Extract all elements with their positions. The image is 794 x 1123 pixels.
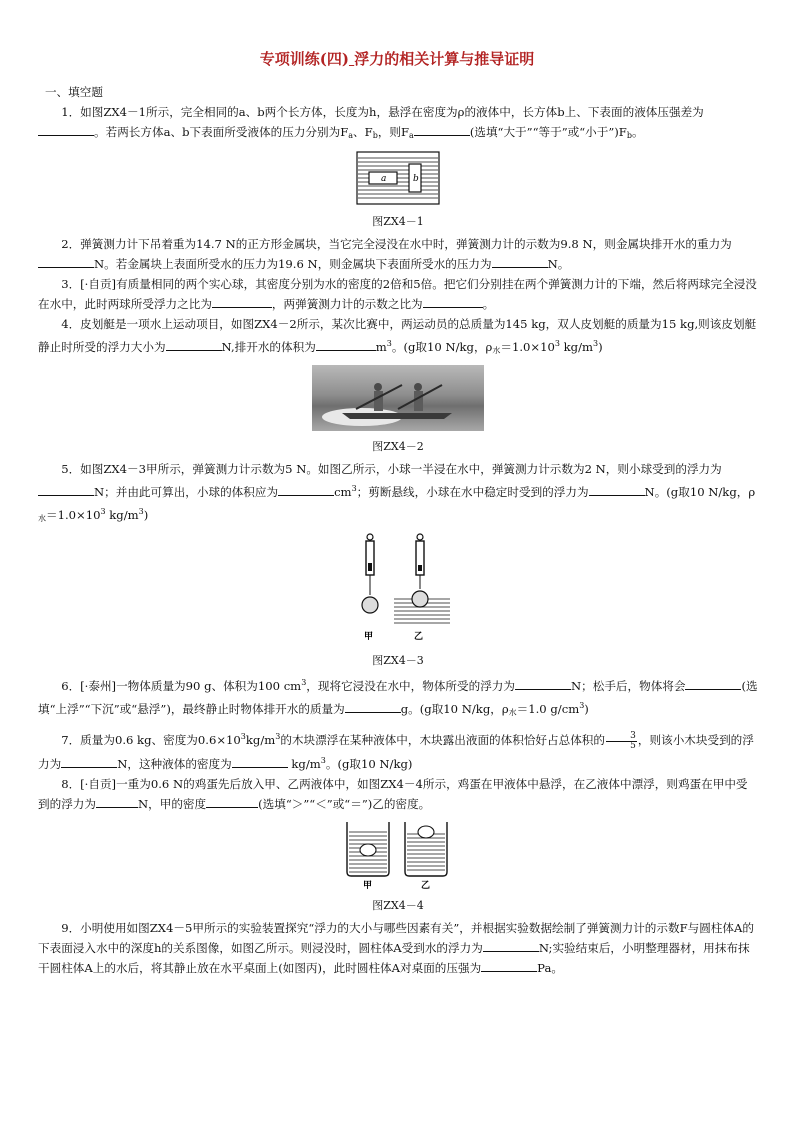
answer-blank[interactable] — [515, 676, 571, 690]
answer-blank[interactable] — [483, 938, 539, 952]
page-title: 专项训练(四) 浮力的相关计算与推导证明 — [259, 50, 535, 68]
answer-blank[interactable] — [166, 337, 222, 351]
egg-jia — [360, 844, 376, 856]
figure-zx4-1 — [38, 150, 758, 212]
answer-blank[interactable] — [96, 794, 138, 808]
question-4: 4．皮划艇是一项水上运动项目，如图ZX4－2所示，某次比赛中，两运动员的总质量为145 kg，双人皮划艇的质量为15 kg,则该皮划艇静止时所受的浮力大小为 N,排开水的体积为 $m^3$。(g取10 N/kg，$\rho_水=1.0\times 10^3$ $kg/m^3$) — [38, 317, 757, 355]
beaker-diagram — [339, 818, 457, 890]
answer-blank[interactable] — [212, 294, 272, 308]
label-yi: 乙 — [414, 632, 424, 642]
question-1: 1．如图ZX4－1所示，完全相同的a、b两个长方体，长度为h，悬浮在密度为ρ的液体中，长方体b上、下表面的液体压强差为。若两长方体a、b下表面所受液体的压力分别为$F_a$、$F_b$，则$F_a$ (选填“大于”“等于”或“小于$”)F_b$。 — [38, 102, 758, 146]
question-9: 9．小明使用如图ZX4－5甲所示的实验装置探究“浮力的大小与哪些因素有关”，并根据实验数据绘制了弹簧测力计的示数F与圆柱体A的下表面浸入水中的深度h的关系图像，如图乙所示。则浸没时，圆柱体A受到水的浮力为 N;实验结束后，小明整理器材，用抹布抹干圆柱体A上的水后，将其静止放在水平桌面上(如图丙)，此时圆柱体A对桌面的压强为 Pa。 — [38, 920, 754, 975]
answer-blank[interactable] — [61, 754, 117, 768]
answer-blank[interactable] — [414, 122, 470, 136]
figure-caption: 图ZX4－3 — [372, 654, 424, 667]
answer-blank[interactable] — [481, 958, 537, 972]
answer-blank[interactable] — [38, 254, 94, 268]
answer-blank[interactable] — [316, 337, 376, 351]
athlete-1 — [374, 391, 383, 411]
question-5: 5．如图ZX4－3甲所示，弹簧测力计示数为5 N。如图乙所示，小球一半浸在水中，弹簧测力计示数为2 N，则小球受到的浮力为N；并由此可算出，小球的体积应为 $cm^3$；剪断悬线，小球在水中稳定时受到的浮力为 N。(g取10 N/kg，$\rho_水=1.0\times 10^3$ $kg/m^3$) — [38, 462, 756, 523]
fraction-three-fifths: $\frac{3}{5}$ — [606, 732, 637, 751]
kayak-photo — [312, 365, 484, 431]
answer-blank[interactable] — [345, 699, 401, 713]
block-b-label: b — [413, 174, 419, 184]
figure-zx4-2 — [38, 365, 758, 437]
ball-right — [412, 591, 428, 607]
kayak-illustration — [312, 365, 484, 431]
question-content — [38, 82, 758, 978]
figure-caption: 图ZX4－4 — [372, 898, 424, 912]
answer-blank[interactable] — [589, 482, 645, 496]
answer-blank[interactable] — [278, 482, 334, 496]
figure-caption: 图ZX4－2 — [372, 440, 424, 453]
label-yi: 乙 — [421, 880, 431, 890]
ball-left — [362, 597, 378, 613]
answer-blank[interactable] — [38, 482, 94, 496]
question-3: 3．[·自贡]有质量相同的两个实心球，其密度分别为水的密度的2倍和5倍。把它们分别挂在两个弹簧测力计的下端，然后将两球完全浸没在水中，此时两球所受浮力之比为 ，两弹簧测力计的示数之比为 。 — [38, 277, 757, 311]
egg-yi — [418, 826, 434, 838]
answer-blank[interactable] — [423, 294, 483, 308]
answer-blank[interactable] — [492, 254, 548, 268]
question-6: 6．[·泰州]一物体质量为90 g、体积为100 $cm^3$，现将它浸没在水中，物体所受的浮力为 N；松手后，物体将会 (选填“上浮”“下沉”或“悬浮”)，最终静止时物体排开水的质量为 g。(g取10 N/kg，$\rho_水=1.0$ $g/cm^3$) — [38, 678, 758, 717]
spring-scale-diagram — [338, 533, 458, 645]
section-heading: 一、填空题 — [44, 85, 103, 99]
figure-zx4-4 — [38, 818, 758, 896]
answer-blank[interactable] — [206, 794, 258, 808]
tank-diagram — [355, 150, 441, 206]
figure-caption: 图ZX4－1 — [372, 215, 424, 228]
figure-zx4-3 — [38, 533, 758, 651]
question-7: 7．质量为0.6 kg、密度为$0.6\times 10^3kg/m^3$的木块漂浮在某种液体中，木块露出液面的体积恰好占总体积的 $\frac{3}{5}$ ，则该小木块受到的浮力为 N，这种液体的密度为 $kg/m^3$。(g取10 N/kg) — [38, 730, 754, 771]
answer-blank[interactable] — [685, 676, 741, 690]
question-8: 8．[·自贡]一重为0.6 N的鸡蛋先后放入甲、乙两液体中，如图ZX4－4所示，鸡蛋在甲液体中悬浮，在乙液体中漂浮，则鸡蛋在甲中受到的浮力为 N，甲的密度 (选填“＞”“＜”或“＝”)乙的密度。 — [38, 776, 748, 811]
label-jia: 甲 — [364, 632, 374, 642]
label-jia: 甲 — [363, 880, 373, 890]
block-a-label: a — [381, 174, 387, 184]
question-2: 2．弹簧测力计下吊着重为14.7 N的正方形金属块，当它完全浸没在水中时，弹簧测力计的示数为9.8 N，则金属块排开水的重力为N。若金属块上表面所受水的压力为19.6 N，则金属块下表面所受水的压力为 N。 — [38, 234, 758, 274]
kayak-hull — [342, 413, 452, 419]
athlete-2 — [414, 391, 423, 411]
answer-blank[interactable] — [38, 122, 94, 136]
answer-blank[interactable] — [232, 754, 288, 768]
